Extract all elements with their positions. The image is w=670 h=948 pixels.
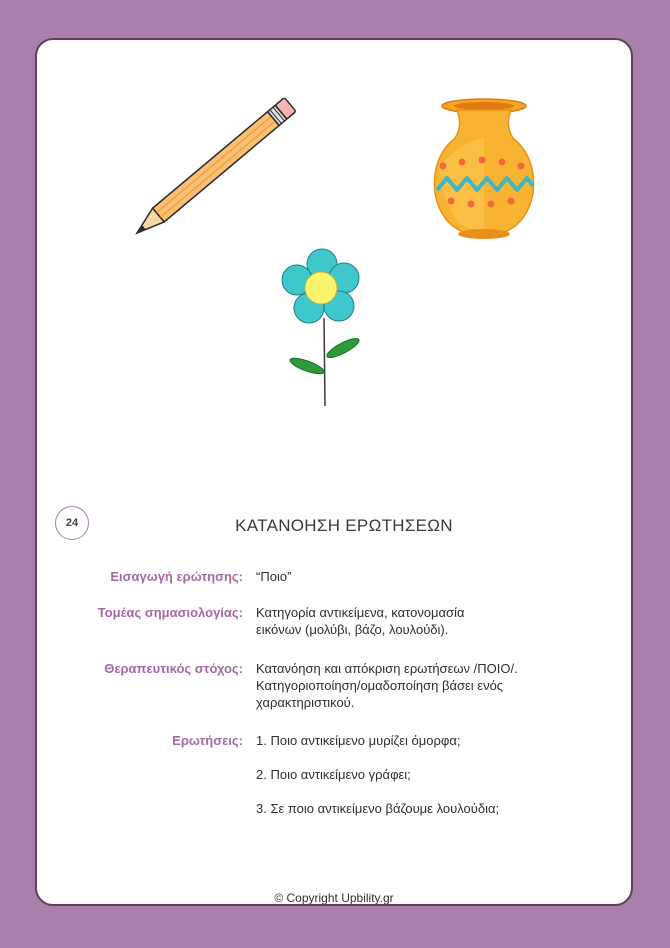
flower-icon	[277, 248, 367, 408]
pencil-icon	[129, 88, 299, 238]
card-number: 24	[65, 517, 79, 529]
intro-value: “Ποιο”	[256, 569, 292, 584]
copyright: © Copyright Upbility.gr	[274, 891, 394, 905]
intro-label: Εισαγωγή ερώτησης:	[110, 569, 243, 584]
goal-line: Κατανόηση και απόκριση ερωτήσεων /ΠΟΙΟ/.	[256, 661, 518, 676]
goal-line: Κατηγοριοποίηση/ομαδοποίηση βάσει ενός	[256, 678, 504, 693]
goal-label: Θεραπευτικός στόχος:	[104, 661, 243, 676]
goal-line: χαρακτηριστικού.	[256, 695, 355, 710]
domain-line: εικόνων (μολύβι, βάζο, λουλούδι).	[256, 622, 449, 637]
questions-label: Ερωτήσεις:	[172, 733, 243, 748]
domain-line: Κατηγορία αντικείμενα, κατονομασία	[256, 605, 465, 620]
page-title: ΚΑΤΑΝΟΗΣΗ ΕΡΩΤΗΣΕΩΝ	[235, 516, 453, 535]
question-item: 1. Ποιο αντικείμενο μυρίζει όμορφα;	[256, 733, 461, 748]
question-item: 3. Σε ποιο αντικείμενο βάζουμε λουλούδια;	[256, 801, 500, 816]
domain-label: Τομέας σημασιολογίας:	[97, 605, 243, 620]
vase-icon	[429, 98, 539, 240]
content-card	[35, 38, 633, 906]
question-item: 2. Ποιο αντικείμενο γράφει;	[256, 767, 411, 782]
